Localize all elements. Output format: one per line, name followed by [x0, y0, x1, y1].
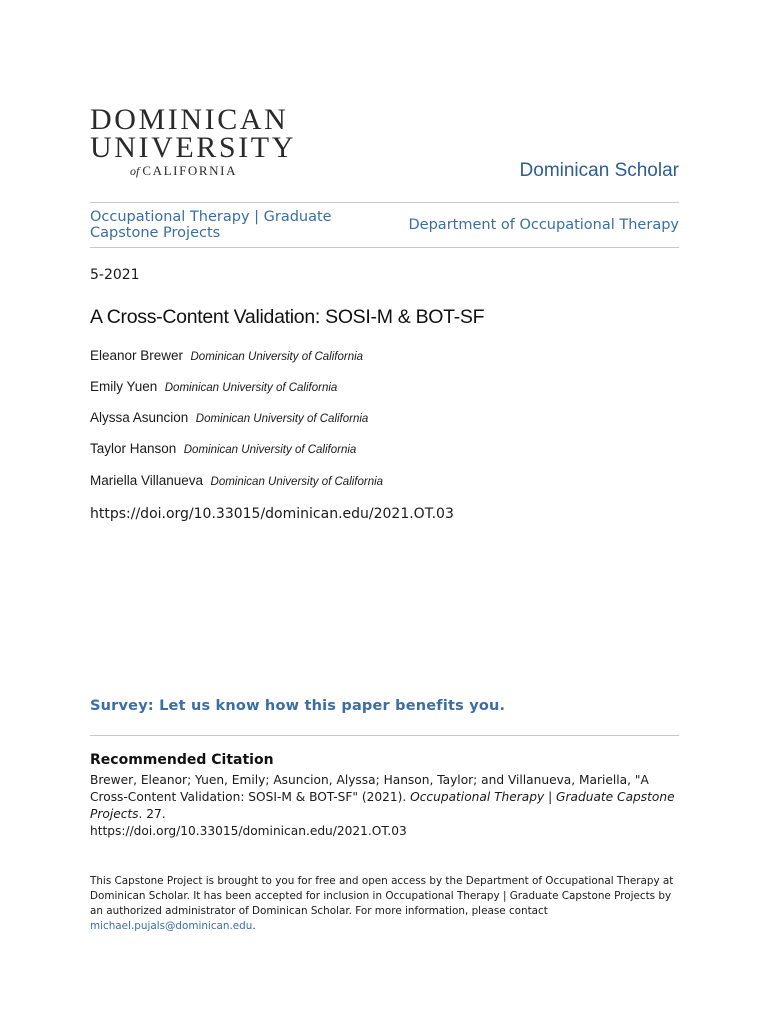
author-3[interactable]	[90, 409, 368, 427]
author-1[interactable]	[90, 347, 363, 365]
paper-title: A Cross-Content Validation: SOSI-M & BOT-SF	[90, 306, 485, 328]
divider-header-bottom	[90, 247, 679, 248]
author-name: Eleanor Brewer	[90, 348, 184, 363]
doi-link[interactable]: https://doi.org/10.33015/dominican.edu/2021.OT.03	[90, 506, 454, 522]
divider-top	[90, 202, 679, 203]
citation-doi: https://doi.org/10.33015/dominican.edu/2021.OT.03	[90, 824, 407, 838]
logo-california: CALIFORNIA	[142, 163, 238, 178]
citation-heading: Recommended Citation	[90, 752, 274, 768]
department-link[interactable]: Department of Occupational Therapy	[408, 217, 679, 233]
citation-text-before: Brewer, Eleanor; Yuen, Emily; Asuncion, Alyssa; Hanson, Taylor; and Villanueva, Mariella, "A Cross-Content Validation: SOSI-M & BOT-SF" (2021).	[90, 773, 649, 804]
author-name: Taylor Hanson	[90, 441, 177, 456]
university-logo	[90, 103, 305, 179]
collection-link[interactable]: Occupational Therapy | Graduate Capstone Projects	[90, 209, 332, 241]
citation-text-after: . 27.	[138, 807, 166, 821]
notice-end: .	[252, 920, 256, 932]
publication-date: 5-2021	[90, 267, 140, 283]
author-affiliation: Dominican University of California	[210, 476, 384, 488]
logo-line-3	[90, 163, 305, 179]
notice-text: This Capstone Project is brought to you for free and open access by the Department of Occupational Therapy at Dominican Scholar. It has been accepted for inclusion in Occupational Therapy | Graduate Capstone Projects by an authorized administrator of Dominican Scholar. For more information, please contact	[90, 875, 674, 917]
survey-link[interactable]: Survey: Let us know how this paper benefits you.	[90, 698, 506, 714]
logo-line-2: UNIVERSITY	[90, 131, 296, 164]
author-name: Mariella Villanueva	[90, 473, 204, 488]
author-affiliation: Dominican University of California	[164, 382, 338, 394]
divider-citation	[90, 735, 679, 736]
citation-text	[90, 772, 680, 840]
logo-of: of	[130, 164, 140, 178]
author-name: Alyssa Asuncion	[90, 410, 189, 425]
contact-email-link[interactable]: michael.pujals@dominican.edu	[90, 920, 253, 932]
author-4[interactable]	[90, 440, 356, 458]
author-affiliation: Dominican University of California	[190, 351, 364, 363]
author-name: Emily Yuen	[90, 379, 158, 394]
citation-series: Occupational Therapy | Graduate Capstone Projects	[90, 790, 675, 821]
author-5[interactable]	[90, 472, 383, 490]
author-affiliation: Dominican University of California	[183, 444, 357, 456]
author-2[interactable]	[90, 378, 337, 396]
logo-line-1: DOMINICAN	[90, 103, 289, 136]
author-affiliation: Dominican University of California	[195, 413, 369, 425]
repository-link[interactable]: Dominican Scholar	[519, 160, 679, 181]
access-notice	[90, 874, 680, 934]
